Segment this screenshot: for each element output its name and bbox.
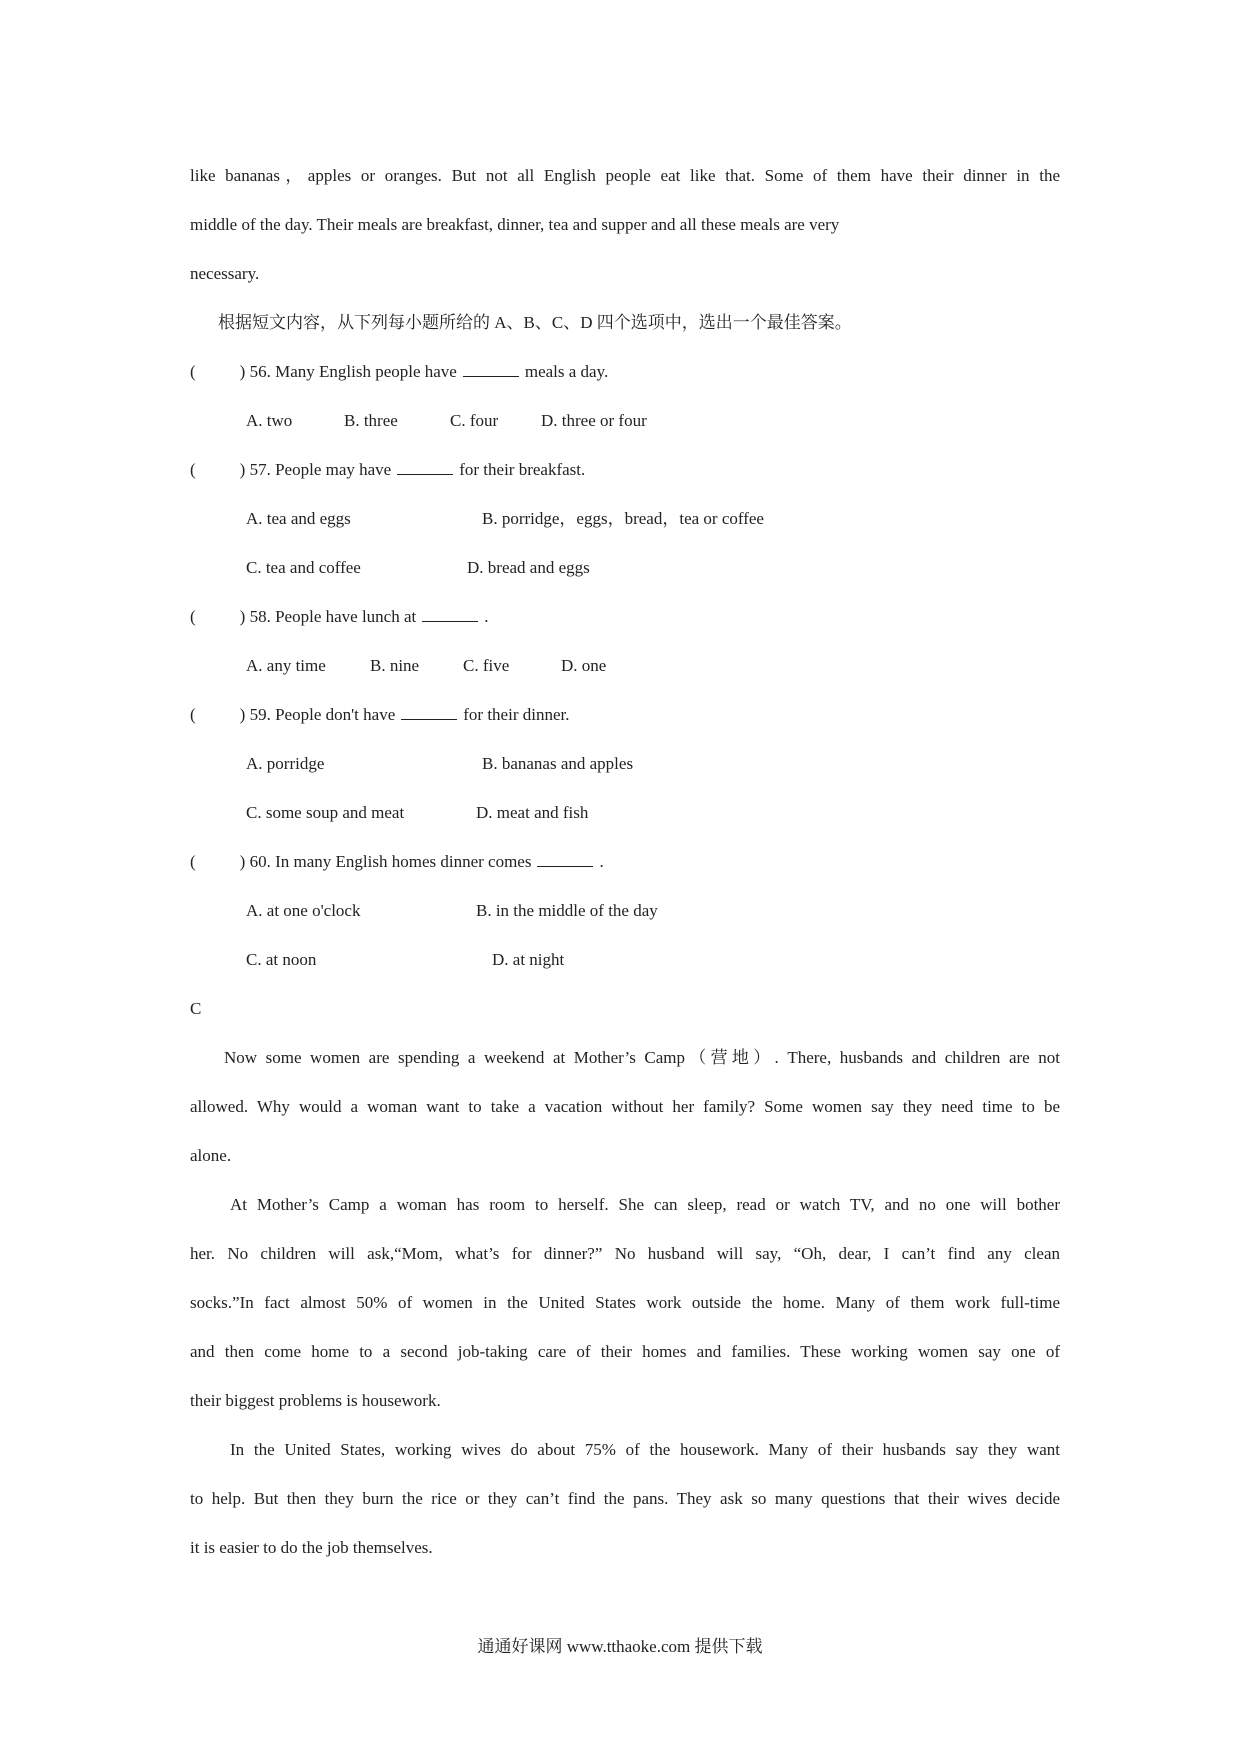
- para2-line-3: socks.”In fact almost 50% of women in the United States work outside the home. Many of them work full-time: [190, 1293, 1060, 1312]
- question-56: [190, 361, 608, 383]
- para2-line-1: At Mother’s Camp a woman has room to herself. She can sleep, read or watch TV, and no one will bother: [230, 1195, 1060, 1214]
- para1-line-1: Now some women are spending a weekend at Mother’s Camp（营地）. There, husbands and children are not: [224, 1048, 1060, 1067]
- para3-line-2: to help. But then they burn the rice or they can’t find the pans. They ask so many questions that their wives decide: [190, 1489, 1060, 1508]
- question-number: 57.: [249, 460, 271, 479]
- question-stem-end: for their dinner.: [463, 705, 570, 724]
- question-stem-end: meals a day.: [524, 362, 609, 381]
- answer-paren-close: ): [239, 460, 246, 479]
- answer-paren-close: ): [239, 607, 246, 626]
- answer-blank: [401, 705, 457, 720]
- option-c: C. four: [450, 411, 499, 430]
- para1-line-2: allowed. Why would a woman want to take a vacation without her family? Some women say they need time to be: [190, 1097, 1060, 1116]
- question-stem: In many English homes dinner comes: [275, 852, 532, 871]
- answer-paren-close: ): [239, 705, 246, 724]
- option-b: B. three: [344, 411, 398, 430]
- passage-b-line-3: necessary.: [190, 264, 260, 283]
- option-a: A. at one o'clock: [246, 901, 361, 920]
- question-59: [190, 704, 569, 726]
- para1-line-3: alone.: [190, 1146, 232, 1165]
- option-b: B. nine: [370, 656, 420, 675]
- option-d: D. three or four: [541, 411, 647, 430]
- question-stem-end: .: [484, 607, 489, 626]
- para2-line-2: her. No children will ask,“Mom, what’s for dinner?” No husband will say, “Oh, dear, I can’t find any clean: [190, 1244, 1060, 1263]
- option-c: C. tea and coffee: [246, 558, 361, 577]
- instruction-text: 根据短文内容，从下列每小题所给的 A、B、C、D 四个选项中，选出一个最佳答案。: [218, 313, 852, 332]
- passage-b-line-2: middle of the day. Their meals are breakfast, dinner, tea and supper and all these meals are very: [190, 215, 840, 234]
- question-number: 56.: [249, 362, 271, 381]
- answer-blank: [422, 607, 478, 622]
- para2-line-5: their biggest problems is housework.: [190, 1391, 441, 1410]
- option-d: D. bread and eggs: [467, 558, 590, 577]
- question-stem: Many English people have: [275, 362, 457, 381]
- question-number: 58.: [249, 607, 271, 626]
- option-c: C. at noon: [246, 950, 317, 969]
- answer-paren-open: (: [190, 705, 196, 724]
- option-d: D. at night: [492, 950, 565, 969]
- question-stem: People have lunch at: [275, 607, 417, 626]
- option-c: C. five: [463, 656, 510, 675]
- passage-b-line-1: like bananas，apples or oranges. But not all English people eat like that. Some of them have their dinner in the: [190, 166, 1060, 185]
- section-c-heading: C: [190, 999, 202, 1018]
- answer-paren-open: (: [190, 362, 196, 381]
- page-footer: 通通好课网 www.tthaoke.com 提供下载: [477, 1637, 763, 1656]
- question-stem: People don't have: [275, 705, 396, 724]
- answer-paren-close: ): [239, 362, 246, 381]
- question-stem: People may have: [275, 460, 392, 479]
- answer-paren-close: ): [239, 852, 246, 871]
- option-a: A. tea and eggs: [246, 509, 351, 528]
- option-a: A. porridge: [246, 754, 325, 773]
- option-d: D. meat and fish: [476, 803, 589, 822]
- question-57: [190, 459, 585, 481]
- question-stem-end: .: [599, 852, 604, 871]
- answer-paren-open: (: [190, 607, 196, 626]
- question-stem-end: for their breakfast.: [459, 460, 586, 479]
- question-58: [190, 606, 489, 628]
- para2-line-4: and then come home to a second job-taking care of their homes and families. These working women say one of: [190, 1342, 1060, 1361]
- option-a: A. any time: [246, 656, 326, 675]
- option-b: B. porridge，eggs，bread，tea or coffee: [482, 509, 764, 528]
- option-a: A. two: [246, 411, 293, 430]
- answer-blank: [397, 460, 453, 475]
- para3-line-1: In the United States, working wives do about 75% of the housework. Many of their husbands say they want: [230, 1440, 1060, 1459]
- option-b: B. bananas and apples: [482, 754, 634, 773]
- answer-paren-open: (: [190, 460, 196, 479]
- option-c: C. some soup and meat: [246, 803, 405, 822]
- question-60: [190, 851, 604, 873]
- answer-paren-open: (: [190, 852, 196, 871]
- question-number: 60.: [249, 852, 271, 871]
- question-number: 59.: [249, 705, 271, 724]
- option-b: B. in the middle of the day: [476, 901, 658, 920]
- answer-blank: [537, 852, 593, 867]
- answer-blank: [463, 362, 519, 377]
- para3-line-3: it is easier to do the job themselves.: [190, 1538, 433, 1557]
- option-d: D. one: [561, 656, 607, 675]
